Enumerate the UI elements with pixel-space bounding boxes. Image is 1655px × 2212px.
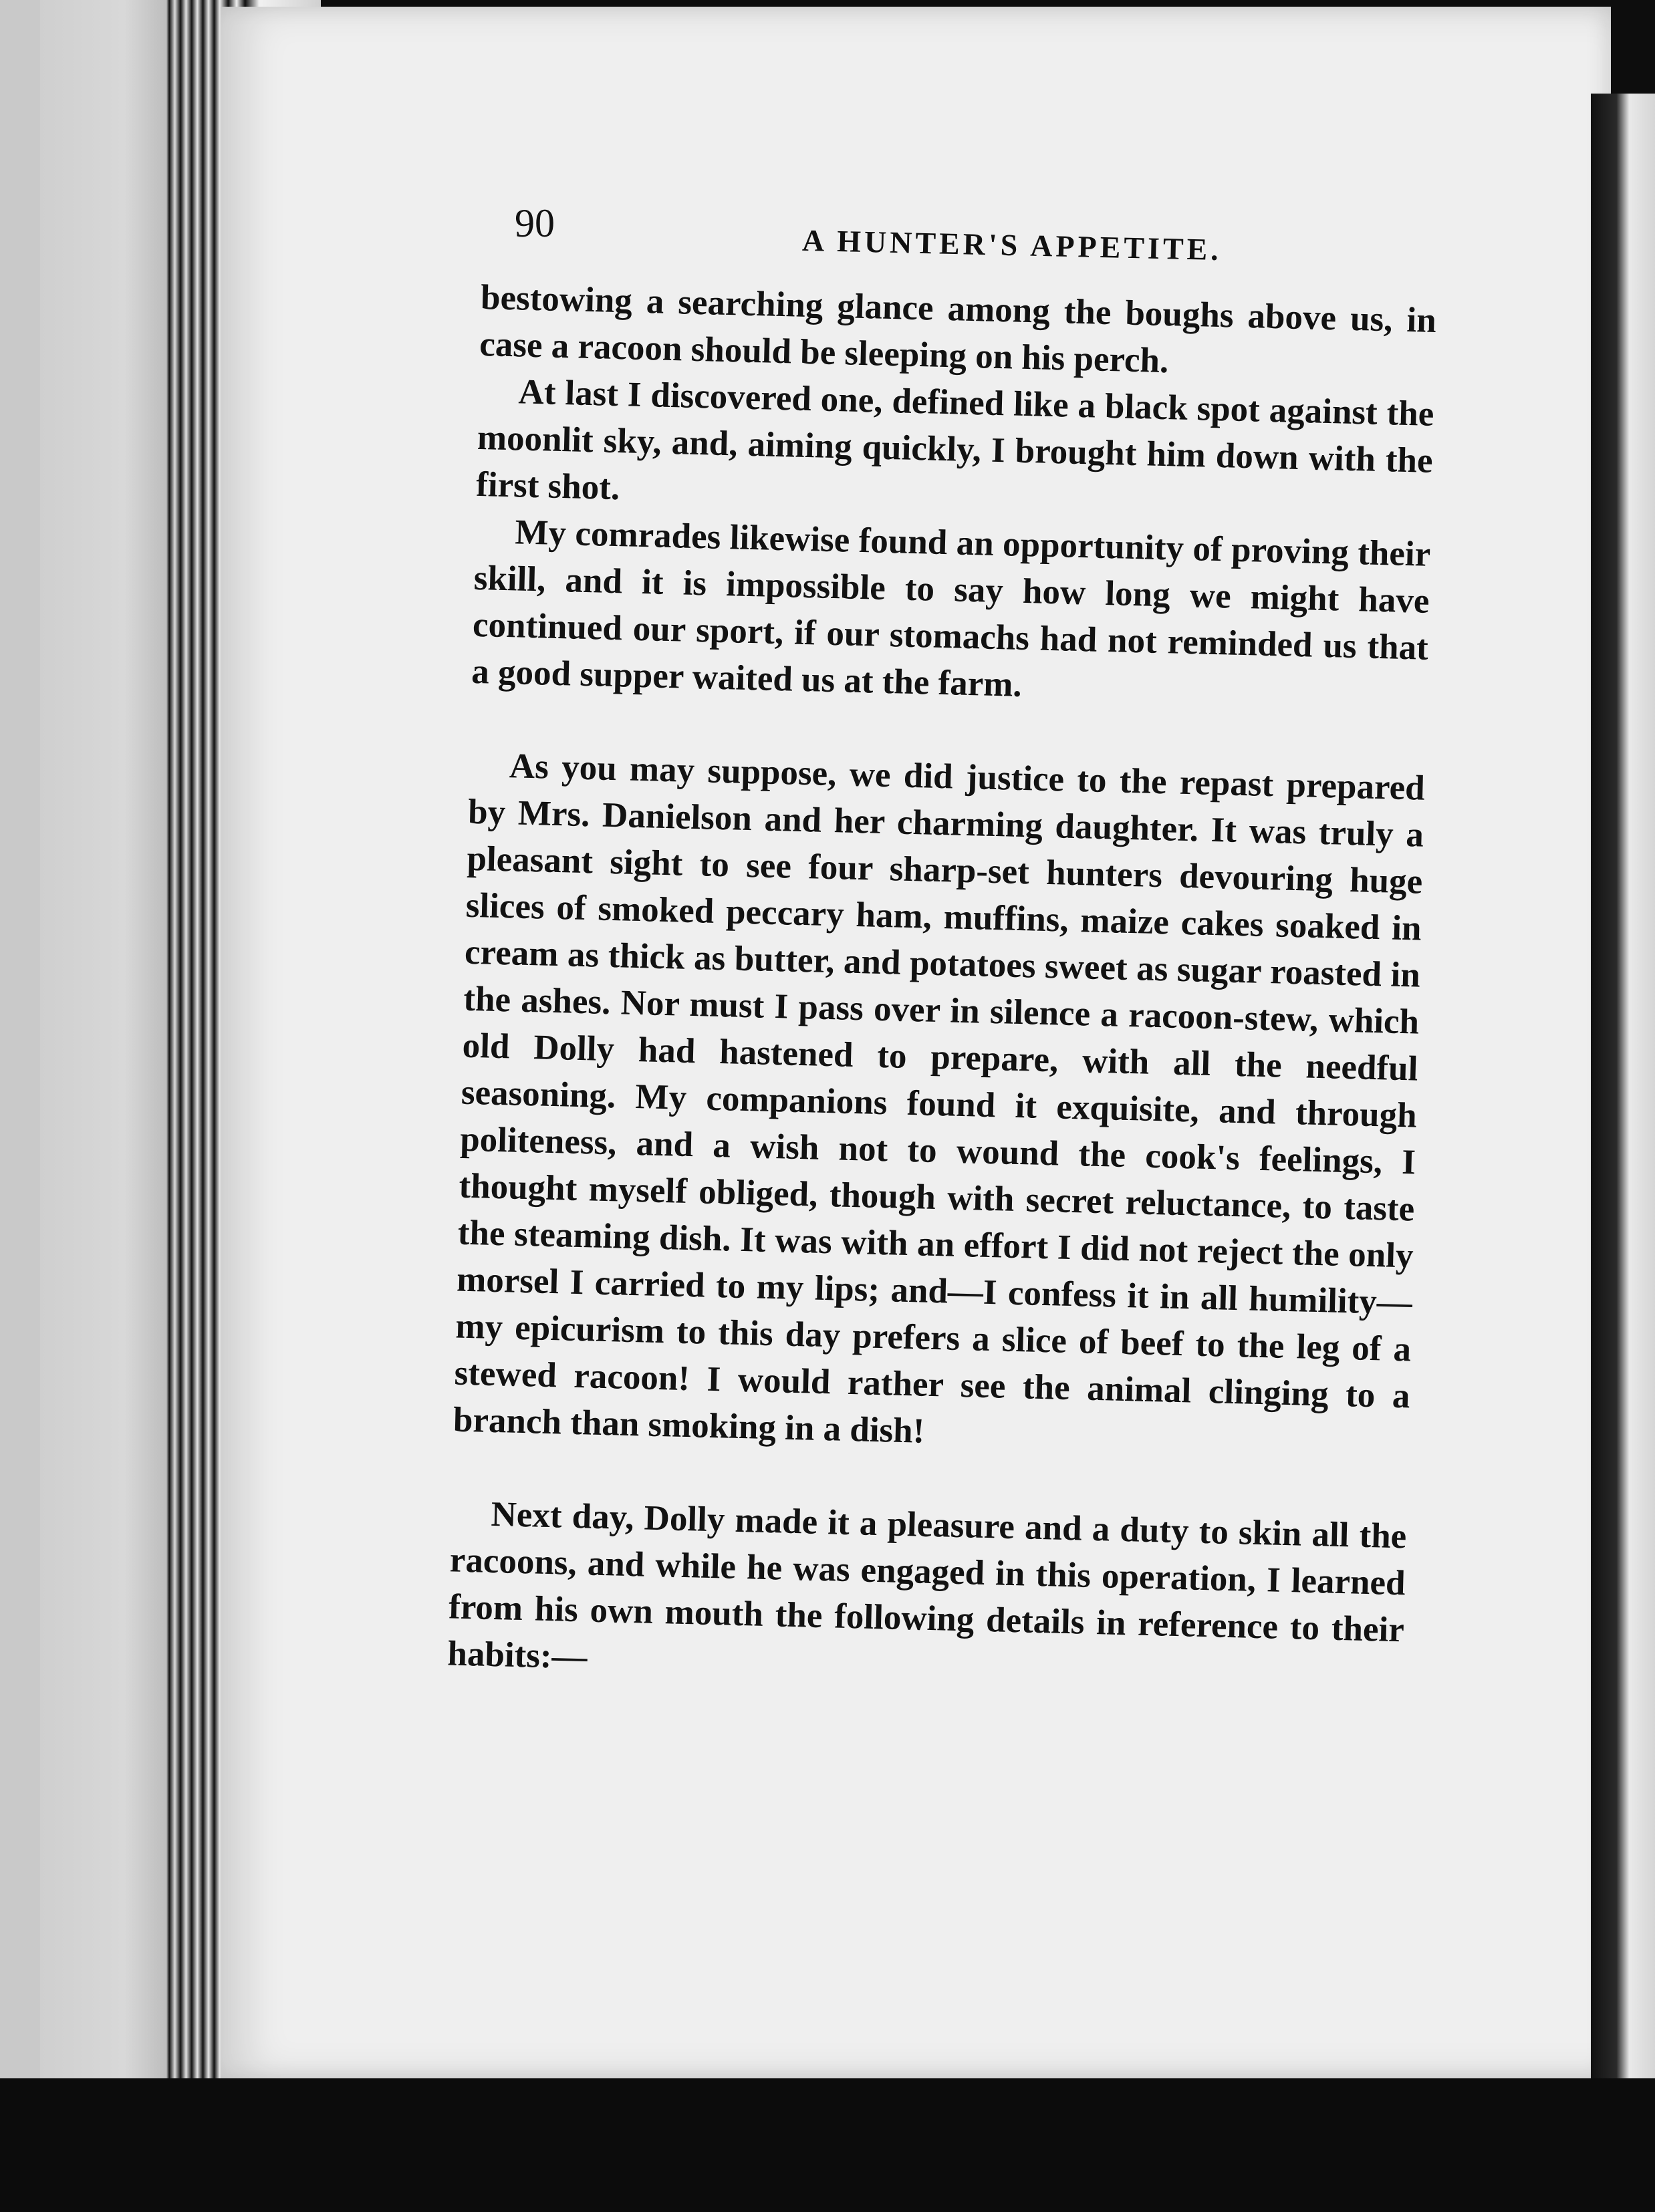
- paragraph: Next day, Dolly made it a pleasure and a duty to skin all the racoons, and while he was engaged in this operation, I learned from his own mouth the following details in reference to their habits:—: [447, 1494, 1407, 1677]
- running-head-title: A HUNTER'S APPETITE.: [801, 223, 1223, 267]
- paragraph: At last I discovered one, defined like a black spot against the moonlit sky, and, aiming quickly, I brought him down with the first shot.: [475, 372, 1435, 508]
- page-number: 90: [515, 201, 555, 245]
- bottom-background: [0, 2078, 1655, 2212]
- paragraph: As you may suppose, we did justice to the repast prepared by Mrs. Danielson and her charming daughter. It was truly a pleasant sight to see four sharp-set hunters devouring huge slices of smoked peccary ham, muffins, maize cakes soaked in cream as thick as butter, and potatoes sweet as sugar roasted in the ashes. Nor must I pass over in silence a racoon-stew, which old Dolly had hastened to prepare, with all the needful seasoning. My companions found it exquisite, and through politeness, and a wish not to wound the cook's feelings, I thought myself obliged, though with secret reluctance, to taste the steaming dish. It was with an effort I did not reject the only morsel I carried to my lips; and—I confess it in all humility—my epicurism to this day prefers a slice of beef to the leg of a stewed racoon! I would rather see the animal clinging to a branch than smoking in a dish!: [453, 746, 1426, 1451]
- right-page-edge: [1591, 94, 1655, 2138]
- paragraph-continuation: bestowing a searching glance among the boughs above us, in case a racoon should be sleeping on his perch.: [479, 277, 1437, 381]
- body-text: [447, 274, 1437, 1700]
- paragraph: My comrades likewise found an opportunity of proving their skill, and it is impossible to say how long we might have continued our sport, if our stomachs had not reminded us that a good supper waited us at the farm.: [471, 513, 1431, 704]
